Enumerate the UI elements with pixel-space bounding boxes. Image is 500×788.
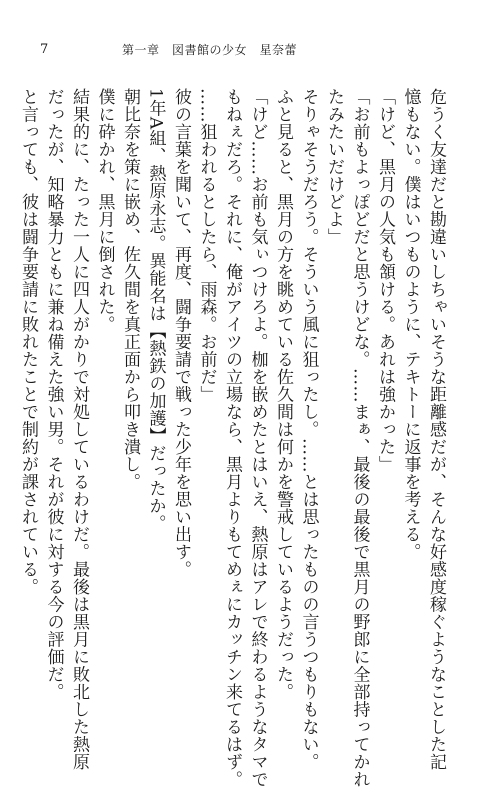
text-line-8: 「けど……お前も気ぃつけろよ。枷を嵌めたとはいえ、熱原はアレで終わるようなタマで [247,88,268,788]
text-line-10: ……狙われるとしたら、雨森。お前だ」 [196,88,217,403]
vertical-body-text [18,88,448,788]
text-line-7: ふと見ると、黒月の方を眺めている佐久間は何かを警戒しているようだった。 [273,88,293,701]
page-number: 7 [40,42,49,57]
text-line-5: たみたいだけどよ」 [324,88,344,246]
text-line-3: 「けど、黒月の人気も頷ける。あれは強かった」 [375,88,395,473]
text-line-6: そりゃそうだろう。そういう風に狙ったし。……とは思ったものの言うつもりもない。 [298,88,319,771]
text-line-9: もねぇだろ。それに、俺がアイツの立場なら、黒月よりもてめぇにカッチン来てるはず。 [222,88,242,788]
text-line-16: だったが、知略暴力ともに兼ね備えた強い男。それが彼に対する今の評価だ。 [43,88,64,701]
text-line-4: 「お前もよっぽどだと思うけどな。……まぁ、最後の最後で黒月の野郎に全部持ってかれ [349,88,370,788]
text-line-15: 結果的に、たった一人に四人がかりで対処しているわけだ。最後は黒月に敗北した熱原 [69,88,89,771]
text-line-17: と言っても、彼は闘争要請に敗れたことで制約が課されている。 [18,88,38,596]
text-line-2: 憶もない。僕はいつものように、テキトーに返事を考える。 [400,88,421,561]
page-header [40,42,460,58]
text-line-13: 朝比奈を策に嵌め、佐久間を真正面から叩き潰し。 [120,88,140,491]
text-line-11: 彼の言葉を聞いて、再度、闘争要請で戦った少年を思い出す。 [171,88,191,578]
chapter-title: 第一章 図書館の少女 星奈蕾 [122,43,298,57]
text-line-14: 僕に砕かれ、黒月に倒された。 [94,88,115,333]
text-line-1: 危うく友達だと勘違いしちゃいそうな距離感だが、そんな好感度稼ぐようなことした記 [426,88,446,771]
text-line-12: 1年A組、熱原永志。異能名は【熱鉄の加護】だったか。 [145,88,166,533]
